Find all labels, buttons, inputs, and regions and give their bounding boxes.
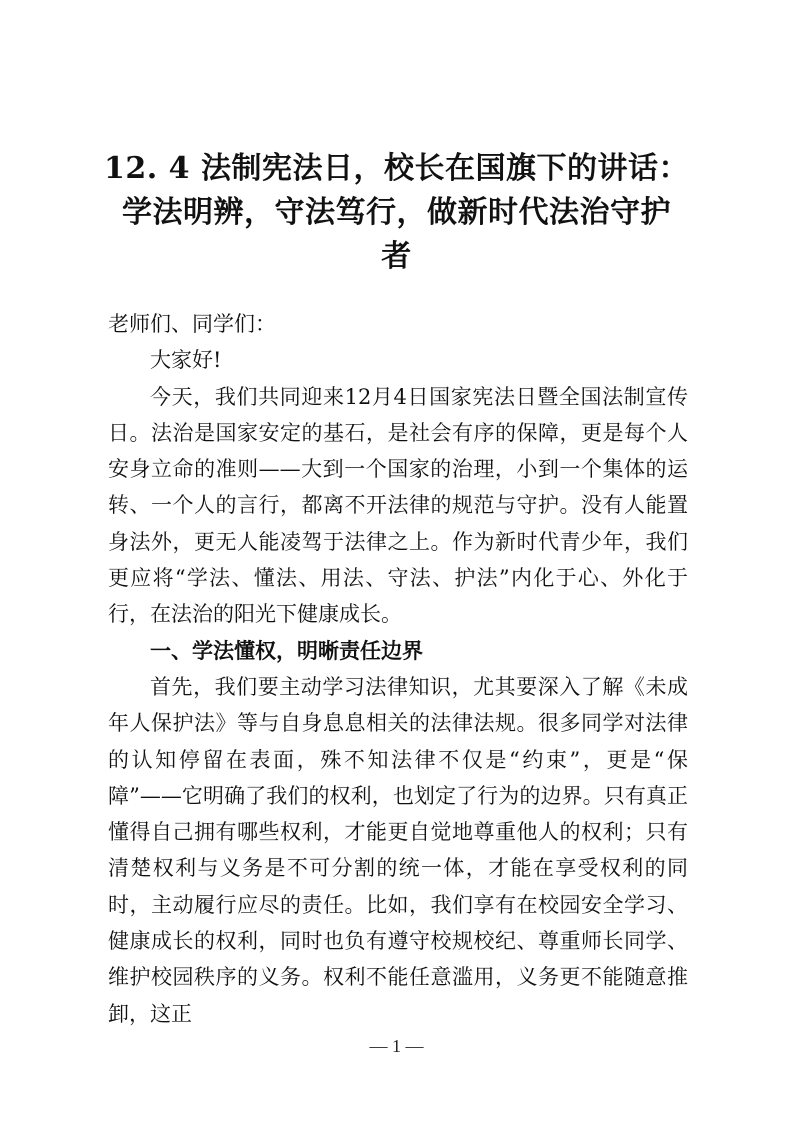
intro-paragraph: 今天，我们共同迎来12月4日国家宪法日暨全国法制宣传日。法治是国家安定的基石，是社会有序的保障，更是每个人安身立命的准则——大到一个国家的治理，小到一个集体的运转、一个人的言行，都离不开法律的规范与守护。没有人能置身法外，更无人能凌驾于法律之上。作为新时代青少年，我们更应将“学法、懂法、用法、守法、护法”内化于心、外化于行，在法治的阳光下健康成长。: [108, 384, 688, 627]
title-line-3: 者: [381, 239, 412, 274]
section-heading: 一、学法懂权，明晰责任边界: [150, 637, 423, 663]
title-line-2: 学法明辨，守法笃行，做新时代法治守护: [122, 195, 671, 230]
page-number: — 1 —: [369, 1036, 424, 1056]
salutation: 老师们、同学们：: [108, 312, 276, 336]
document-body: [108, 306, 688, 1032]
title-line-1: 12. 4 法制宪法日，校长在国旗下的讲话：: [104, 151, 689, 186]
greeting: 大家好!: [150, 348, 222, 373]
document-title: [90, 147, 703, 279]
section-paragraph: 首先，我们要主动学习法律知识，尤其要深入了解《未成年人保护法》等与自身息息相关的法律法规。很多同学对法律的认知停留在表面，殊不知法律不仅是“约束”，更是“保障”——它明确了我们的权利，也划定了行为的边界。只有真正懂得自己拥有哪些权利，才能更自觉地尊重他人的权利；只有清楚权利与义务是不可分割的统一体，才能在享受权利的同时，主动履行应尽的责任。比如，我们享有在校园安全学习、健康成长的权利，同时也负有遵守校规校纪、尊重师长同学、维护校园秩序的义务。权利不能任意滥用，义务更不能随意推卸，这正: [108, 674, 688, 1026]
